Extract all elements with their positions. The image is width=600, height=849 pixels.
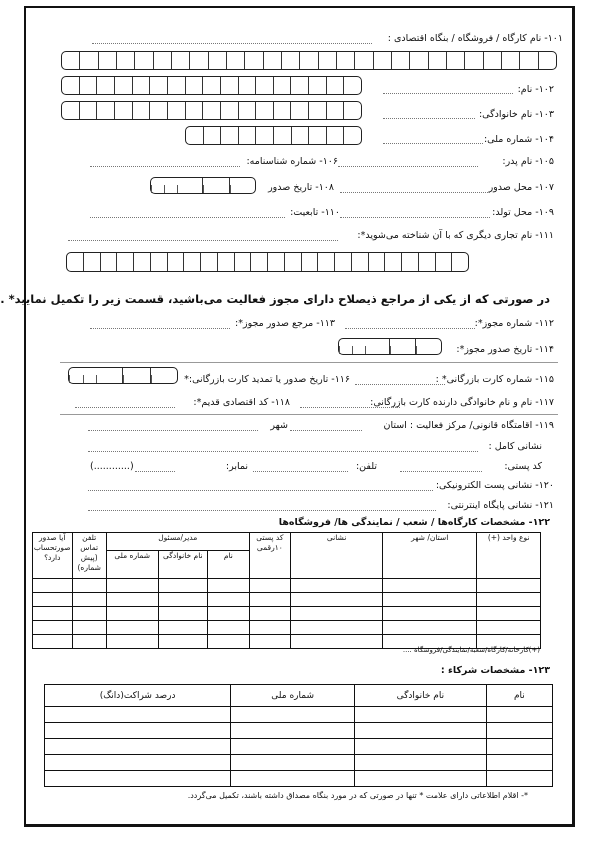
table-cell[interactable] (231, 739, 355, 755)
th-partner-col: درصد شراکت(دانگ) (45, 685, 231, 707)
char-cell[interactable] (255, 102, 273, 119)
dots-101 (92, 43, 372, 44)
char-cell[interactable] (226, 52, 244, 69)
table-cell[interactable] (45, 707, 231, 723)
label-106: ۱۰۶- شماره شناسنامه: (246, 156, 338, 167)
char-cell[interactable] (317, 253, 334, 271)
label-104: ۱۰۴- شماره ملی: (483, 134, 554, 145)
char-cell[interactable] (267, 253, 284, 271)
license-section-note: در صورتی که از یکی از مراجع ذیصلاح دارای مجوز فعالیت می‌باشید، قسمت زیر را تکمیل نمایید* . (0, 292, 550, 306)
date-segment[interactable] (202, 178, 229, 193)
table-cell[interactable] (72, 579, 106, 593)
char-cell[interactable] (244, 52, 262, 69)
label-118: ۱۱۸- کد اقتصادی قدیم*: (193, 397, 290, 408)
th-phone: تلفن تماس (پیش شماره) (72, 533, 106, 579)
table-cell[interactable] (486, 739, 552, 755)
th-partner-col: نام (486, 685, 552, 707)
table-cell[interactable] (486, 771, 552, 787)
table-cell[interactable] (291, 635, 383, 649)
table-cell[interactable] (106, 593, 158, 607)
date-segment[interactable] (339, 339, 389, 354)
table-cell[interactable] (45, 771, 231, 787)
char-cell[interactable] (318, 52, 336, 69)
table-row (33, 607, 541, 621)
char-cell[interactable] (186, 127, 203, 144)
table-cell[interactable] (355, 707, 487, 723)
char-cell[interactable] (351, 253, 368, 271)
char-cell[interactable] (220, 102, 238, 119)
table-cell[interactable] (383, 579, 477, 593)
char-cell[interactable] (301, 253, 318, 271)
label-103: ۱۰۳- نام خانوادگی: (478, 109, 554, 120)
table-cell[interactable] (106, 607, 158, 621)
char-cell[interactable] (208, 52, 226, 69)
char-cell[interactable] (326, 127, 344, 144)
table-cell[interactable] (106, 635, 158, 649)
table-row (45, 755, 553, 771)
branches-table (32, 532, 541, 649)
table-cell[interactable] (291, 621, 383, 635)
char-cell[interactable] (290, 102, 308, 119)
char-cell[interactable] (132, 77, 150, 94)
date-108-issue[interactable] (150, 177, 256, 194)
table-row (33, 593, 541, 607)
table-row (45, 771, 553, 787)
char-cell[interactable] (538, 52, 556, 69)
label-110: ۱۱۰- تابعیت: (290, 207, 340, 218)
table-cell[interactable] (231, 723, 355, 739)
table-cell[interactable] (72, 621, 106, 635)
table-cell[interactable] (45, 755, 231, 771)
label-121: ۱۲۱- نشانی پایگاه اینترنتی: (447, 500, 554, 511)
table-cell[interactable] (106, 579, 158, 593)
label-full-address: نشانی کامل : (488, 441, 542, 452)
label-119: ۱۱۹- اقامتگاه قانونی/ مرکز فعالیت : استان (383, 420, 554, 431)
table-cell[interactable] (249, 621, 290, 635)
char-cell[interactable] (171, 52, 189, 69)
date-segment[interactable] (122, 368, 150, 383)
table-cell[interactable] (231, 771, 355, 787)
char-cell[interactable] (134, 52, 152, 69)
char-cell[interactable] (273, 102, 291, 119)
th-national-id: شماره ملی (106, 551, 158, 579)
divider (60, 414, 558, 415)
char-cell[interactable] (96, 77, 114, 94)
branches-title: ۱۲۲- مشخصات کارگاه‌ها / شعب / نمایندگی ها/ فروشگاه‌ها (278, 517, 550, 528)
label-115: ۱۱۵- شماره کارت بازرگانی* : (435, 374, 554, 385)
table-row (45, 739, 553, 755)
label-113: ۱۱۳- مرجع صدور مجوز*: (235, 318, 335, 329)
table-cell[interactable] (208, 593, 249, 607)
label-105: ۱۰۵- نام پدر: (502, 156, 554, 167)
th-manager: مدیر/مسئول (106, 533, 249, 551)
table-cell[interactable] (486, 707, 552, 723)
input-103-family[interactable] (61, 101, 362, 120)
char-cell[interactable] (343, 77, 361, 94)
char-cell[interactable] (326, 77, 344, 94)
table-cell[interactable] (477, 579, 541, 593)
char-cell[interactable] (183, 253, 200, 271)
partners-table (44, 684, 553, 787)
label-116: ۱۱۶- تاریخ صدور یا تمدید کارت بازرگانی:* (184, 374, 350, 385)
th-name: نام (208, 551, 249, 579)
label-fax: نمابر: (225, 461, 248, 472)
table-cell[interactable] (383, 607, 477, 621)
char-cell[interactable] (100, 253, 117, 271)
date-116-card[interactable] (68, 367, 178, 384)
date-segment[interactable] (69, 368, 122, 383)
th-unit-type: نوع واحد (+) (477, 533, 541, 579)
char-cell[interactable] (79, 52, 97, 69)
char-cell[interactable] (202, 77, 220, 94)
branches-footnote: (+)کارخانه/کارگاه/شعبه/نمایندگی/فروشگاه .... (402, 646, 540, 654)
th-address: نشانی (291, 533, 383, 579)
label-114: ۱۱۴- تاریخ صدور مجوز*: (456, 344, 554, 355)
char-cell[interactable] (149, 77, 167, 94)
table-cell[interactable] (33, 621, 73, 635)
table-cell[interactable] (158, 621, 208, 635)
table-cell[interactable] (486, 755, 552, 771)
char-cell[interactable] (308, 77, 326, 94)
char-cell[interactable] (217, 253, 234, 271)
label-117: ۱۱۷- نام و نام خانوادگی دارنده کارت بازرگانی: (370, 397, 554, 408)
table-cell[interactable] (231, 755, 355, 771)
char-cell[interactable] (284, 253, 301, 271)
table-cell[interactable] (208, 579, 249, 593)
date-segment[interactable] (151, 178, 202, 193)
char-cell[interactable] (79, 77, 97, 94)
char-cell[interactable] (255, 77, 273, 94)
char-cell[interactable] (354, 52, 372, 69)
char-cell[interactable] (203, 127, 221, 144)
table-cell[interactable] (33, 579, 73, 593)
th-postal: کد پستی ۱۰رقمی (249, 533, 290, 579)
char-cell[interactable] (368, 253, 385, 271)
input-104-national-id[interactable] (185, 126, 362, 145)
th-province-city: استان/ شهر (383, 533, 477, 579)
char-cell[interactable] (334, 253, 351, 271)
label-postal-code: کد پستی: (504, 461, 542, 472)
char-cell[interactable] (62, 77, 79, 94)
th-family: نام خانوادگی (158, 551, 208, 579)
char-cell[interactable] (114, 102, 132, 119)
label-111: ۱۱۱- نام تجاری دیگری که با آن شناخته می‌شوید*: (357, 230, 554, 241)
table-cell[interactable] (33, 607, 73, 621)
char-cell[interactable] (418, 253, 435, 271)
table-cell[interactable] (355, 723, 487, 739)
char-cell[interactable] (291, 127, 309, 144)
label-phone: تلفن: (355, 461, 377, 472)
char-cell[interactable] (519, 52, 537, 69)
label-107: ۱۰۷- محل صدور (488, 182, 554, 193)
char-cell[interactable] (263, 52, 281, 69)
char-cell[interactable] (62, 52, 79, 69)
table-cell[interactable] (72, 607, 106, 621)
table-cell[interactable] (72, 593, 106, 607)
char-cell[interactable] (250, 253, 267, 271)
char-cell[interactable] (384, 253, 401, 271)
char-cell[interactable] (200, 253, 217, 271)
char-cell[interactable] (167, 253, 184, 271)
char-cell[interactable] (409, 52, 427, 69)
char-cell[interactable] (132, 102, 150, 119)
char-cell[interactable] (79, 102, 97, 119)
char-cell[interactable] (185, 102, 203, 119)
char-cell[interactable] (343, 102, 361, 119)
char-cell[interactable] (483, 52, 501, 69)
table-cell[interactable] (486, 723, 552, 739)
label-119-city: شهر (270, 420, 288, 431)
table-cell[interactable] (355, 755, 487, 771)
char-cell[interactable] (116, 253, 133, 271)
char-cell[interactable] (234, 253, 251, 271)
char-cell[interactable] (202, 102, 220, 119)
table-cell[interactable] (383, 593, 477, 607)
table-cell[interactable] (477, 593, 541, 607)
table-cell[interactable] (208, 635, 249, 649)
char-cell[interactable] (238, 127, 256, 144)
table-row (33, 579, 541, 593)
table-cell[interactable] (33, 635, 73, 649)
char-cell[interactable] (220, 77, 238, 94)
table-cell[interactable] (208, 621, 249, 635)
char-cell[interactable] (150, 253, 167, 271)
dots-103 (383, 118, 475, 119)
date-segment[interactable] (389, 339, 415, 354)
table-cell[interactable] (383, 621, 477, 635)
table-cell[interactable] (249, 607, 290, 621)
footer-note: *- اقلام اطلاعاتی دارای علامت * تنها در صورتی که در مورد بنگاه مصداق داشته باشند، تکمیل می‌گردد. (187, 791, 528, 800)
table-cell[interactable] (477, 621, 541, 635)
table-cell[interactable] (208, 607, 249, 621)
input-111-trade-name[interactable] (66, 252, 469, 272)
date-114-license[interactable] (338, 338, 442, 355)
table-row (45, 707, 553, 723)
th-partner-col: نام خانوادگی (355, 685, 487, 707)
char-cell[interactable] (428, 52, 446, 69)
table-cell[interactable] (158, 635, 208, 649)
table-cell[interactable] (291, 579, 383, 593)
table-cell[interactable] (158, 579, 208, 593)
char-cell[interactable] (98, 52, 116, 69)
char-cell[interactable] (336, 52, 354, 69)
char-cell[interactable] (83, 253, 100, 271)
table-cell[interactable] (106, 621, 158, 635)
table-cell[interactable] (158, 607, 208, 621)
char-cell[interactable] (401, 253, 418, 271)
label-112: ۱۱۲- شماره مجوز*: (474, 318, 554, 329)
table-row (33, 621, 541, 635)
char-cell[interactable] (446, 52, 464, 69)
table-cell[interactable] (291, 607, 383, 621)
char-cell[interactable] (281, 52, 299, 69)
char-cell[interactable] (116, 52, 134, 69)
char-cell[interactable] (273, 77, 291, 94)
char-cell[interactable] (238, 102, 256, 119)
char-cell[interactable] (149, 102, 167, 119)
table-cell[interactable] (158, 593, 208, 607)
char-cell[interactable] (299, 52, 317, 69)
char-cell[interactable] (255, 127, 273, 144)
table-cell[interactable] (45, 723, 231, 739)
char-cell[interactable] (290, 77, 308, 94)
table-row (45, 723, 553, 739)
char-cell[interactable] (96, 102, 114, 119)
table-cell[interactable] (249, 579, 290, 593)
char-cell[interactable] (67, 253, 83, 271)
table-cell[interactable] (72, 635, 106, 649)
th-invoice: آیا صدور صورتحساب دارد؟ (33, 533, 73, 579)
char-cell[interactable] (435, 253, 452, 271)
char-cell[interactable] (464, 52, 482, 69)
char-cell[interactable] (391, 52, 409, 69)
char-cell[interactable] (114, 77, 132, 94)
table-cell[interactable] (477, 607, 541, 621)
label-120: ۱۲۰- نشانی پست الکترونیکی: (435, 480, 554, 491)
char-cell[interactable] (373, 52, 391, 69)
char-cell[interactable] (189, 52, 207, 69)
partners-title: ۱۲۳- مشخصات شرکاء : (440, 665, 550, 676)
char-cell[interactable] (185, 77, 203, 94)
fax-area-code: (............) (90, 461, 134, 472)
label-101: ۱۰۱- نام کارگاه / فروشگاه / بنگاه اقتصادی : (387, 33, 563, 44)
table-cell[interactable] (355, 771, 487, 787)
input-102-name[interactable] (61, 76, 362, 95)
char-cell[interactable] (133, 253, 150, 271)
table-cell[interactable] (249, 635, 290, 649)
date-segment[interactable] (415, 339, 441, 354)
divider (60, 362, 558, 363)
table-cell[interactable] (33, 593, 73, 607)
table-cell[interactable] (249, 593, 290, 607)
char-cell[interactable] (451, 253, 468, 271)
th-partner-col: شماره ملی (231, 685, 355, 707)
dots-104 (383, 143, 483, 144)
table-cell[interactable] (291, 593, 383, 607)
char-cell[interactable] (167, 102, 185, 119)
date-segment[interactable] (150, 368, 178, 383)
table-cell[interactable] (355, 739, 487, 755)
char-cell[interactable] (326, 102, 344, 119)
dots-102 (383, 93, 513, 94)
table-cell[interactable] (45, 739, 231, 755)
char-cell[interactable] (273, 127, 291, 144)
char-cell[interactable] (501, 52, 519, 69)
table-cell[interactable] (231, 707, 355, 723)
char-cell[interactable] (167, 77, 185, 94)
char-cell[interactable] (238, 77, 256, 94)
char-cell[interactable] (343, 127, 361, 144)
char-cell[interactable] (220, 127, 238, 144)
char-cell[interactable] (153, 52, 171, 69)
date-segment[interactable] (229, 178, 256, 193)
label-102: ۱۰۲- نام: (517, 84, 554, 95)
char-cell[interactable] (308, 127, 326, 144)
label-108: ۱۰۸- تاریخ صدور (268, 182, 334, 193)
char-cell[interactable] (308, 102, 326, 119)
label-109: ۱۰۹- محل تولد: (492, 207, 554, 218)
input-101-business-name[interactable] (61, 51, 557, 70)
char-cell[interactable] (62, 102, 79, 119)
